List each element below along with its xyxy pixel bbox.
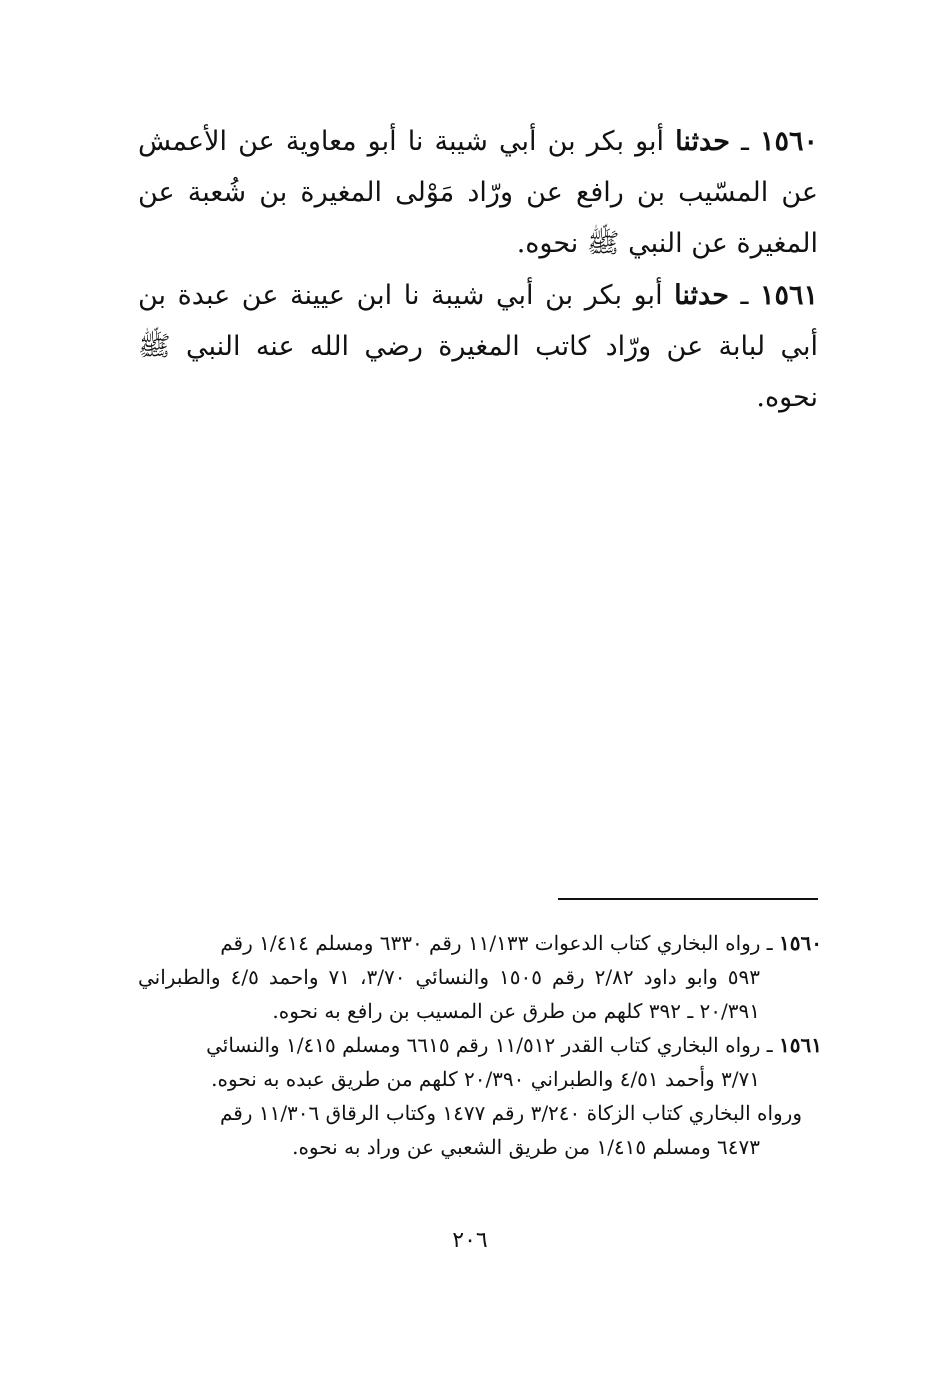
footnote-dash: ـ (760, 1033, 773, 1057)
hadith-number: ١٥٦٠ (759, 126, 818, 157)
hadith-lead-word: حدثنا (675, 126, 730, 157)
footnote-ref: ١٥٦١ (779, 1033, 822, 1057)
footnote-first-line: رواه البخاري كتاب الدعوات ١١/١٣٣ رقم ٦٣٣٠ ومسلم ١/٤١٤ رقم (220, 931, 761, 955)
hadith-1560 (138, 116, 818, 269)
page-number: ٢٠٦ (452, 1228, 488, 1253)
footnote-first-line: رواه البخاري كتاب القدر ١١/٥١٢ رقم ٦٦١٥ ومسلم ١/٤١٥ والنسائي (206, 1033, 761, 1057)
hadith-dash: ـ (728, 280, 749, 311)
footnote-separator (558, 898, 818, 900)
footnote-1561 (138, 1028, 822, 1062)
footnote-1561-continuation: ٣/٧١ وأحمد ٤/٥١ والطبراني ٢٠/٣٩٠ كلهم من طريق عبده به نحوه. (211, 1067, 760, 1091)
footnotes (138, 926, 822, 1164)
footnote-1561-additional-continuation: ٦٤٧٣ ومسلم ١/٤١٥ من طريق الشعبي عن وراد به نحوه. (292, 1135, 760, 1159)
footnote-1560-continuation: ٥٩٣ وابو داود ٢/٨٢ رقم ١٥٠٥ والنسائي ٣/٧٠، ٧١ واحمد ٤/٥ والطبراني ٢٠/٣٩١ ـ ٣٩٢ كلهم من طرق عن المسيب بن رافع به نحوه. (138, 965, 761, 1023)
hadith-dash: ـ (729, 126, 749, 157)
footnote-ref: ١٥٦٠ (779, 931, 822, 955)
footnote-dash: ـ (760, 931, 773, 955)
footnote-1560 (138, 926, 822, 960)
hadith-number: ١٥٦١ (759, 280, 818, 311)
hadith-1561 (138, 270, 818, 423)
hadith-text: أبو بكر بن أبي شيبة نا أبو معاوية عن الأعمش عن المسّيب بن رافع عن ورّاد مَوْلى المغيرة بن شُعبة عن المغيرة عن النبي ﷺ نحوه. (138, 126, 818, 259)
footnote-1561-additional: ورواه البخاري كتاب الزكاة ٣/٢٤٠ رقم ١٤٧٧ وكتاب الرقاق ١١/٣٠٦ رقم (219, 1101, 802, 1125)
hadith-text: أبو بكر بن أبي شيبة نا ابن عيينة عن عبدة بن أبي لبابة عن ورّاد كاتب المغيرة رضي الله عنه النبي ﷺ نحوه. (138, 280, 818, 413)
hadith-lead-word: حدثنا (674, 280, 729, 311)
